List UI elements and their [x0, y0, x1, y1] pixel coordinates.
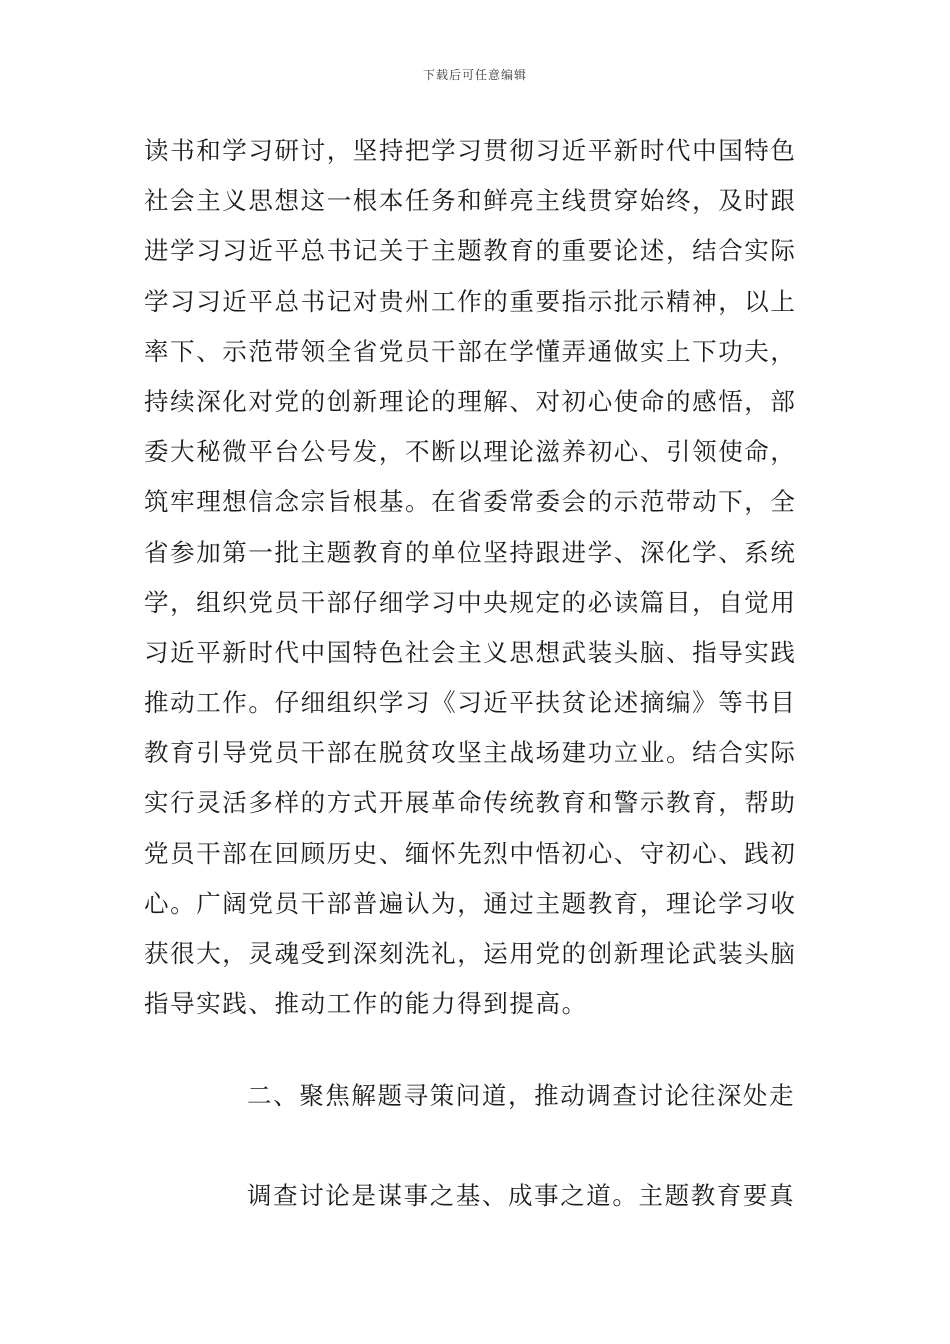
paragraph-line: 筑牢理想信念宗旨根基。在省委常委会的示范带动下，全	[144, 487, 797, 517]
paragraph-line: 党员干部在回顾历史、缅怀先烈中悟初心、守初心、践初	[144, 838, 797, 868]
paragraph-line: 学习习近平总书记对贵州工作的重要指示批示精神，以上	[144, 286, 797, 316]
section-heading: 二、聚焦解题寻策问道，推动调查讨论往深处走	[247, 1081, 796, 1110]
paragraph-line: 推动工作。仔细组织学习《习近平扶贫论述摘编》等书目	[144, 688, 797, 718]
paragraph-line: 进学习习近平总书记关于主题教育的重要论述，结合实际	[144, 236, 797, 266]
body-paragraph-start: 调查讨论是谋事之基、成事之道。主题教育要真	[247, 1181, 796, 1210]
paragraph-line: 学，组织党员干部仔细学习中央规定的必读篇目，自觉用	[144, 587, 797, 617]
paragraph-line: 习近平新时代中国特色社会主义思想武装头脑、指导实践	[144, 637, 797, 667]
body-paragraph	[144, 126, 808, 1029]
paragraph-line: 实行灵活多样的方式开展革命传统教育和警示教育，帮助	[144, 788, 797, 818]
paragraph-line: 社会主义思想这一根本任务和鲜亮主线贯穿始终，及时跟	[144, 186, 797, 216]
paragraph-line: 省参加第一批主题教育的单位坚持跟进学、深化学、系统	[144, 537, 797, 567]
paragraph-line: 教育引导党员干部在脱贫攻坚主战场建功立业。结合实际	[144, 738, 797, 768]
paragraph-line: 指导实践、推动工作的能力得到提高。	[144, 989, 588, 1019]
paragraph-line: 读书和学习研讨，坚持把学习贯彻习近平新时代中国特色	[144, 136, 797, 165]
paragraph-line: 率下、示范带领全省党员干部在学懂弄通做实上下功夫，	[144, 336, 797, 366]
paragraph-line: 委大秘微平台公号发，不断以理论滋养初心、引领使命，	[144, 437, 797, 467]
paragraph-line: 获很大，灵魂受到深刻洗礼，运用党的创新理论武装头脑	[144, 939, 797, 968]
paragraph-line: 持续深化对党的创新理论的理解、对初心使命的感悟，部	[144, 386, 797, 416]
paragraph-line: 心。广阔党员干部普遍认为，通过主题教育，理论学习收	[144, 888, 797, 918]
page-header: 下载后可任意编辑	[422, 68, 527, 82]
